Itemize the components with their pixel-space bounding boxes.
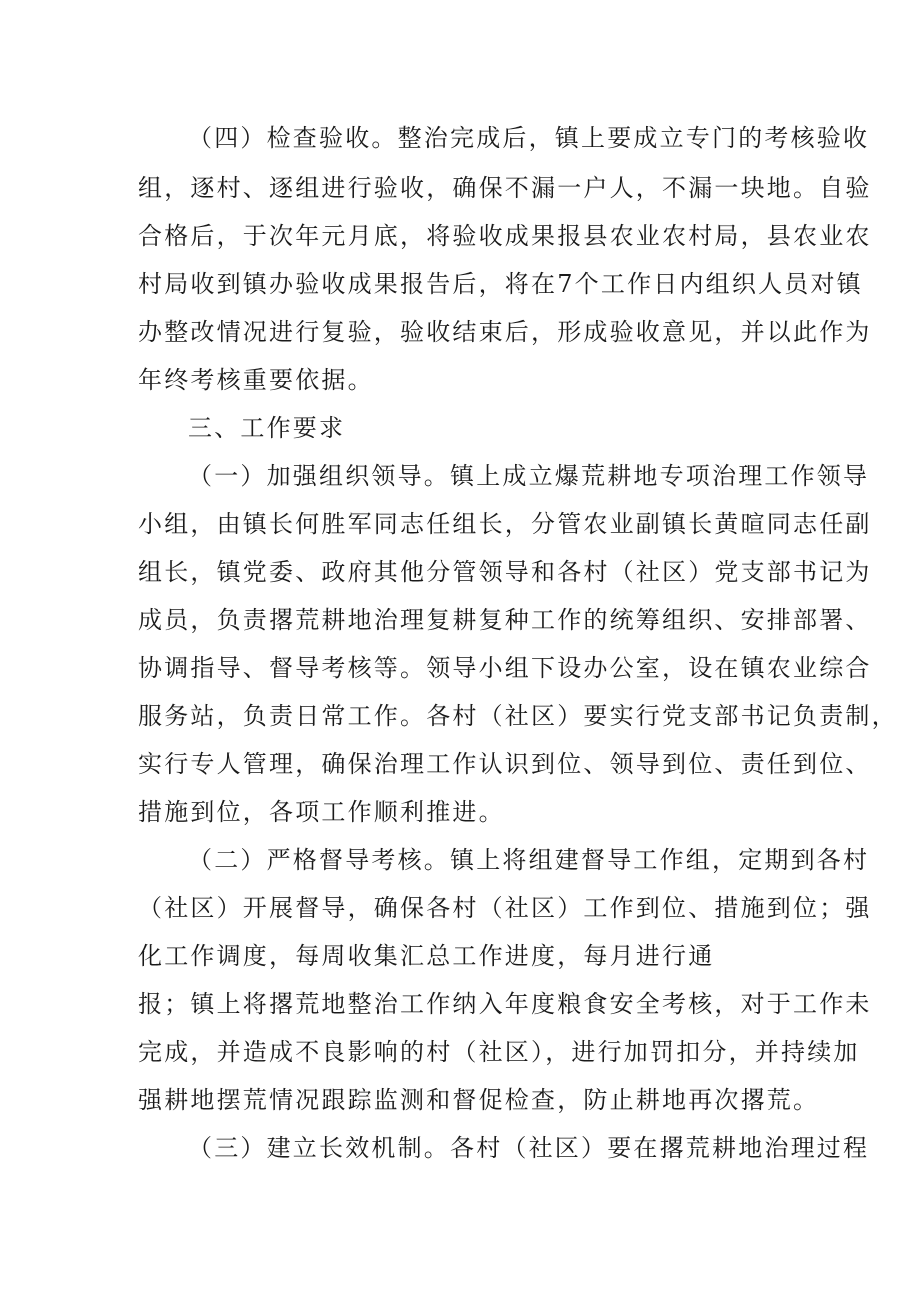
paragraph-1-line-3: 组长，镇党委、政府其他分管领导和各村（社区）党支部书记为 bbox=[138, 558, 872, 586]
paragraph-4-line-2: 组，逐村、逐组进行验收，确保不漏一户人，不漏一块地。自验 bbox=[138, 174, 872, 202]
paragraph-1-line-6: 服务站，负责日常工作。各村（社区）要实行党支部书记负责制， bbox=[138, 702, 898, 730]
paragraph-4-line-6: 年终考核重要依据。 bbox=[138, 366, 374, 394]
paragraph-3-line-1: （三）建立长效机制。各村（社区）要在撂荒耕地治理过程 bbox=[188, 1134, 870, 1162]
paragraph-4-line-3: 合格后，于次年元月底，将验收成果报县农业农村局，县农业农 bbox=[138, 222, 872, 250]
paragraph-2-line-4: 报；镇上将撂荒地整治工作纳入年度粮食安全考核，对于工作未 bbox=[138, 990, 872, 1018]
paragraph-1-line-8: 措施到位，各项工作顺利推进。 bbox=[138, 798, 505, 826]
paragraph-1-line-5: 协调指导、督导考核等。领导小组下设办公室，设在镇农业综合 bbox=[138, 654, 872, 682]
paragraph-1-line-7: 实行专人管理，确保治理工作认识到位、领导到位、责任到位、 bbox=[138, 750, 872, 778]
paragraph-2-line-3: 化工作调度，每周收集汇总工作进度，每月进行通 bbox=[138, 942, 715, 970]
paragraph-1-line-2: 小组，由镇长何胜军同志任组长，分管农业副镇长黄暄同志任副 bbox=[138, 510, 872, 538]
paragraph-4-line-1: （四）检查验收。整治完成后，镇上要成立专门的考核验收 bbox=[188, 124, 870, 152]
paragraph-2-line-1: （二）严格督导考核。镇上将组建督导工作组，定期到各村 bbox=[188, 846, 870, 874]
paragraph-2-line-2: （社区）开展督导，确保各村（社区）工作到位、措施到位；强 bbox=[138, 894, 872, 922]
paragraph-2-line-6: 强耕地摆荒情况跟踪监测和督促检查，防止耕地再次撂荒。 bbox=[138, 1086, 820, 1114]
section-heading: 三、工作要求 bbox=[188, 414, 346, 442]
paragraph-1-line-1: （一）加强组织领导。镇上成立爆荒耕地专项治理工作领导 bbox=[188, 462, 870, 490]
paragraph-1-line-4: 成员，负责撂荒耕地治理复耕复种工作的统筹组织、安排部署、 bbox=[138, 606, 872, 634]
paragraph-4-line-5: 办整改情况进行复验，验收结束后，形成验收意见，并以此作为 bbox=[138, 318, 872, 346]
paragraph-2-line-5: 完成，并造成不良影响的村（社区），进行加罚扣分，并持续加 bbox=[138, 1038, 860, 1066]
paragraph-4-line-4: 村局收到镇办验收成果报告后，将在7个工作日内组织人员对镇 bbox=[138, 270, 863, 298]
